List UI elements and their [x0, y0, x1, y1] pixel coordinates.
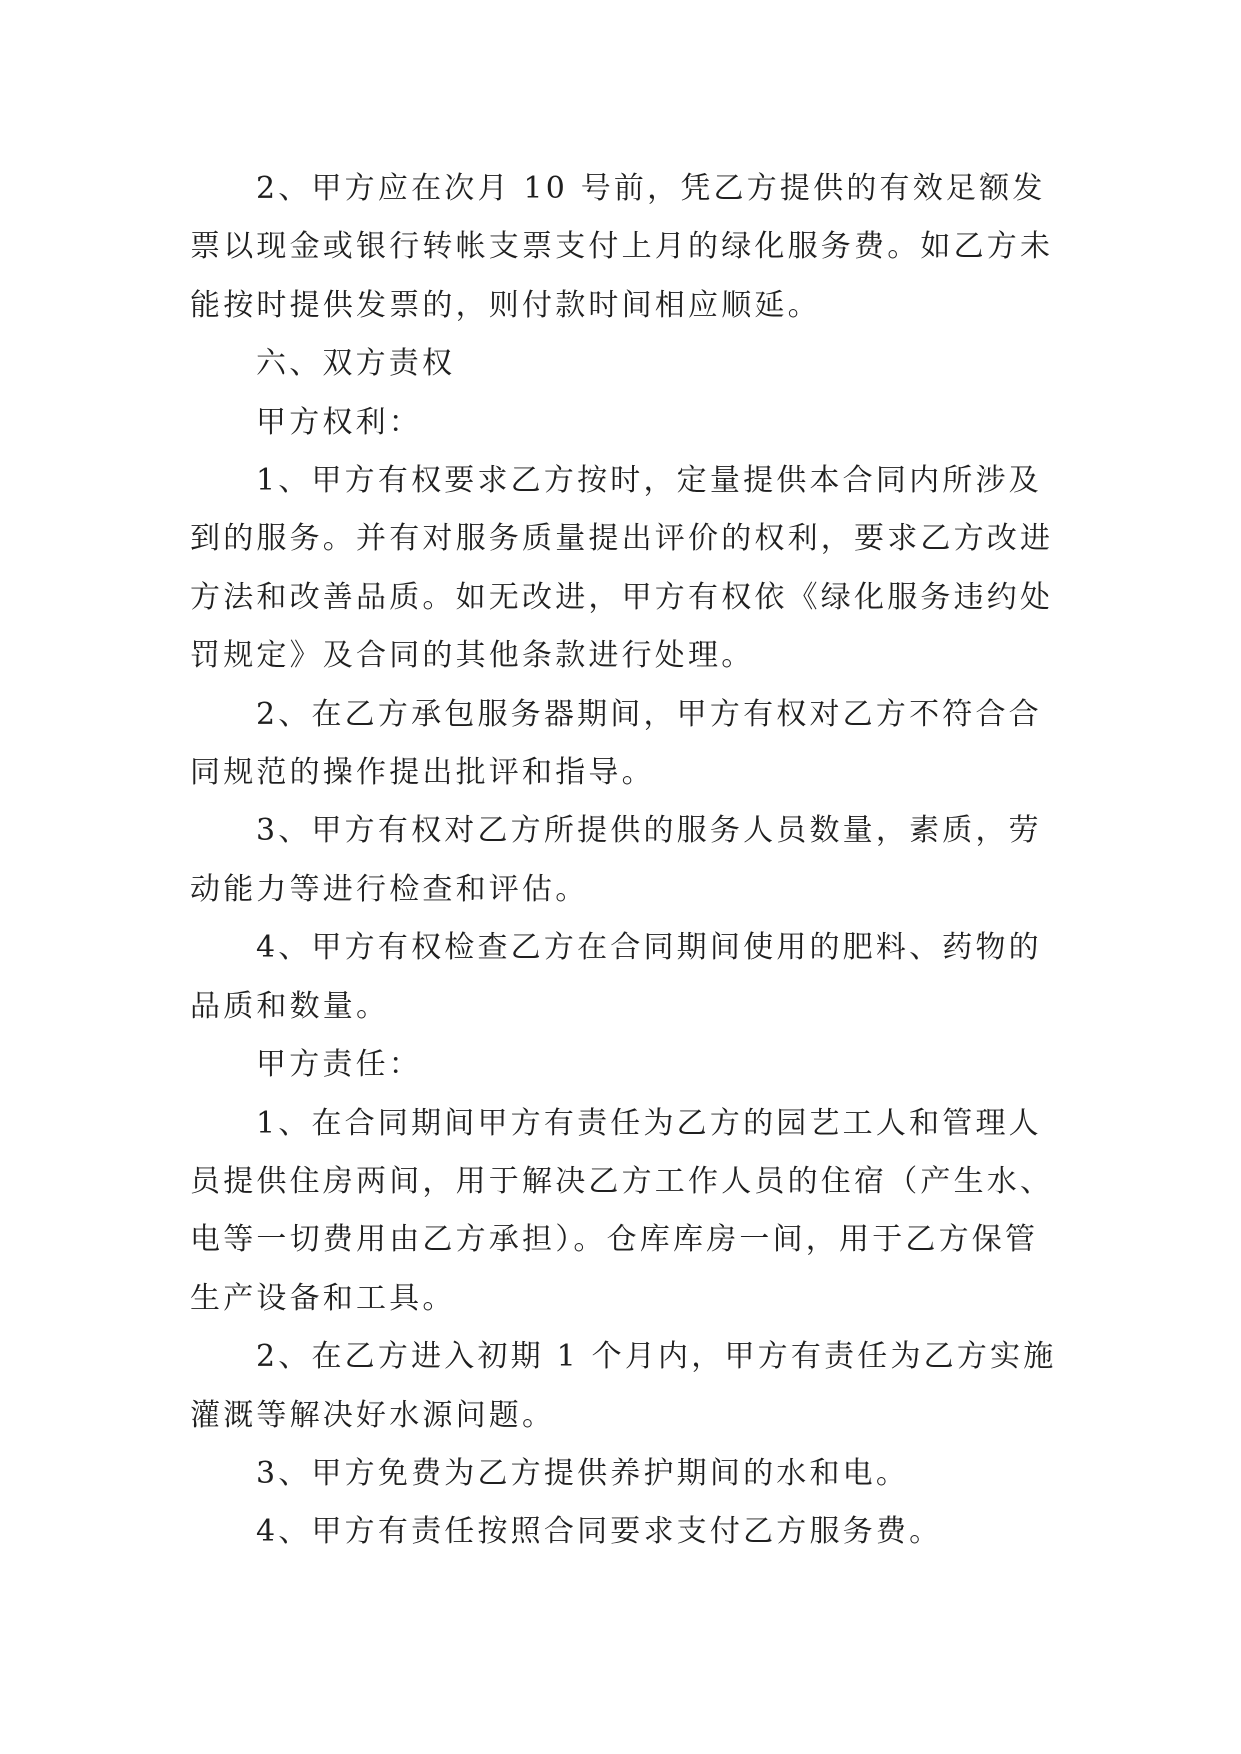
paragraph-right-3: 3、甲方有权对乙方所提供的服务人员数量，素质，劳动能力等进行检查和评估。	[190, 813, 1042, 907]
section-heading-rights-duties: 六、双方责权	[256, 346, 456, 382]
paragraph-right-1: 1、甲方有权要求乙方按时，定量提供本合同内所涉及到的服务。并有对服务质量提出评价的权利，要求乙方改进方法和改善品质。如无改进，甲方有权依《绿化服务违约处罚规定》及合同的其他条款进行处理。	[190, 463, 1054, 674]
paragraph-duty-4: 4、甲方有责任按照合同要求支付乙方服务费。	[256, 1514, 943, 1550]
paragraph-right-4: 4、甲方有权检查乙方在合同期间使用的肥料、药物的品质和数量。	[190, 930, 1042, 1024]
paragraph-right-2: 2、在乙方承包服务器期间，甲方有权对乙方不符合合同规范的操作提出批评和指导。	[190, 696, 1042, 791]
subheading-party-a-duties: 甲方责任：	[256, 1047, 422, 1083]
paragraph-duty-3: 3、甲方免费为乙方提供养护期间的水和电。	[256, 1455, 910, 1491]
paragraph-duty-1: 1、在合同期间甲方有责任为乙方的园艺工人和管理人员提供住房两间，用于解决乙方工作人员的住宿（产生水、电等一切费用由乙方承担）。仓库库房一间，用于乙方保管生产设备和工具。	[190, 1105, 1054, 1316]
subheading-party-a-rights: 甲方权利：	[256, 404, 422, 440]
document-body	[190, 160, 1060, 1562]
paragraph-duty-2: 2、在乙方进入初期 1 个月内，甲方有责任为乙方实施灌溉等解决好水源问题。	[190, 1339, 1057, 1433]
paragraph-payment-terms: 2、甲方应在次月 10 号前，凭乙方提供的有效足额发票以现金或银行转帐支票支付上月的绿化服务费。如乙方未能按时提供发票的，则付款时间相应顺延。	[190, 171, 1054, 323]
